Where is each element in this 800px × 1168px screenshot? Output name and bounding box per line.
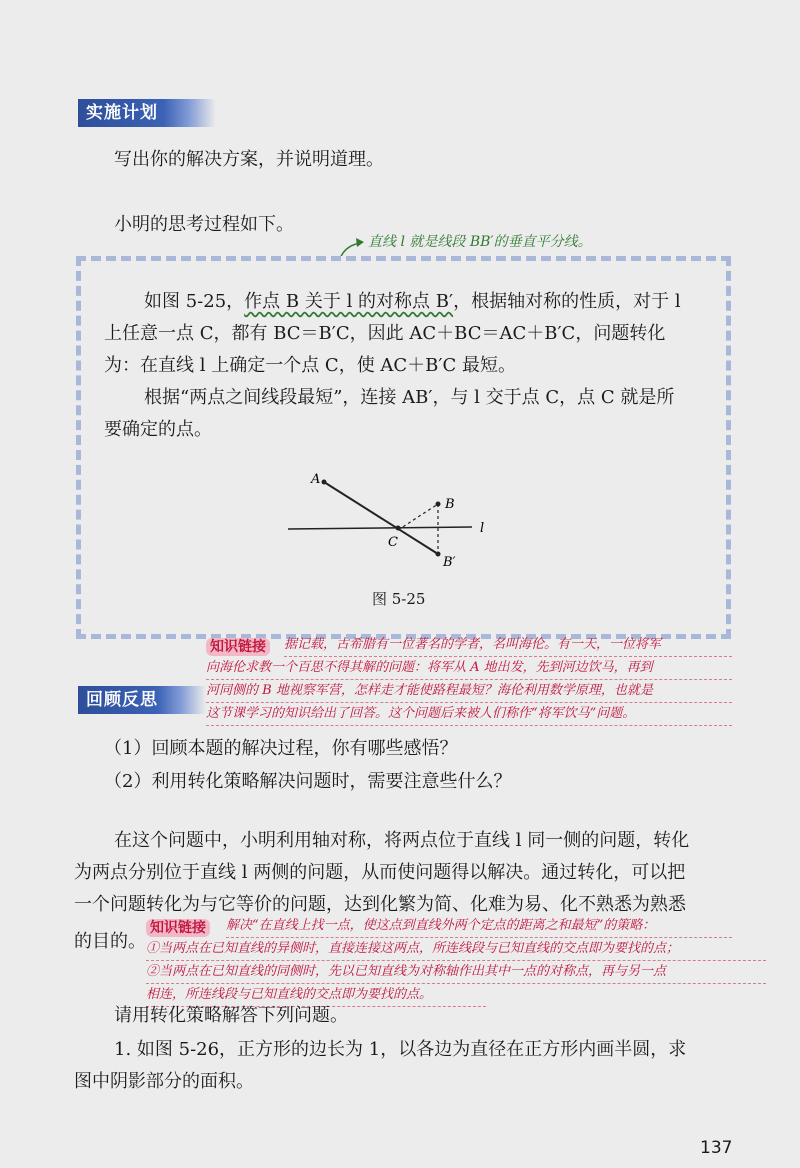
- review-question-2: （2）利用转化策略解决问题时，需要注意些什么？: [104, 771, 512, 792]
- point-a: [322, 480, 327, 485]
- knowledge-text: 解决“在直线上找一点，使这点到直线外两个定点的距离之和最短”的策略：: [226, 914, 732, 938]
- knowledge-text: 这节课学习的知识给出了回答。这个问题后来被人们称作“将军饮马”问题。: [206, 702, 732, 726]
- exercise-intro: 请用转化策略解答下列问题。: [114, 1005, 348, 1026]
- paragraph-line-1: 在这个问题中，小明利用轴对称，将两点位于直线 l 同一侧的问题，转化: [114, 830, 690, 851]
- knowledge-1-line-1: [284, 633, 732, 657]
- box-text: 如图 5-25，: [144, 291, 245, 312]
- section-tag-implement: 实施计划: [78, 99, 216, 127]
- knowledge-text: 向海伦求教一个百思不得其解的问题：将军从 A 地出发，先到河边饮马，再到: [206, 656, 732, 680]
- knowledge-2-line-1: [226, 914, 732, 938]
- prompt-text: 写出你的解决方案，并说明道理。: [114, 149, 384, 170]
- box-underlined-text: 作点 B 关于 l 的对称点 B′: [244, 291, 454, 312]
- knowledge-text: 据记载，古希腊有一位著名的学者，名叫海伦。有一天，一位将军: [284, 633, 732, 657]
- label-b-prime: B′: [443, 555, 456, 570]
- figure-5-25: [280, 466, 510, 576]
- knowledge-1-line-4: [206, 702, 732, 726]
- point-b-prime: [436, 552, 441, 557]
- point-b: [436, 502, 441, 507]
- knowledge-badge: 知识链接: [146, 919, 210, 937]
- point-c: [396, 526, 401, 531]
- knowledge-text: 河同侧的 B 地视察军营，怎样走才能使路程最短？海伦利用数学原理，也就是: [206, 679, 732, 703]
- review-question-1: （1）回顾本题的解决过程，你有哪些感悟？: [104, 738, 458, 759]
- knowledge-badge: 知识链接: [206, 638, 270, 656]
- segment-cb: [398, 504, 438, 530]
- box-text: ，根据轴对称的性质，对于 l: [453, 291, 681, 312]
- knowledge-link-1: [206, 636, 270, 656]
- green-annotation: 直线 l 就是线段 BB′的垂直平分线。: [368, 234, 592, 250]
- box-line-5: 要确定的点。: [104, 419, 212, 440]
- paragraph-line-2: 为两点分别位于直线 l 两侧的问题，从而使问题得以解决。通过转化，可以把: [74, 862, 686, 883]
- knowledge-text: ②当两点在已知直线的同侧时，先以已知直线为对称轴作出其中一点的对称点，再与另一点: [146, 960, 766, 984]
- segment-ab-prime: [324, 482, 438, 554]
- question-1-line-1: 1. 如图 5-26，正方形的边长为 1，以各边为直径在正方形内画半圆，求: [114, 1039, 687, 1060]
- paragraph-line-4: 的目的。: [74, 931, 146, 952]
- box-line-3: 为：在直线 l 上确定一个点 C，使 AC＋B′C 最短。: [104, 355, 516, 376]
- knowledge-text: 相连，所连线段与已知直线的交点即为要找的点。: [146, 983, 486, 1007]
- xiaoming-intro: 小明的思考过程如下。: [114, 214, 294, 235]
- question-1-line-2: 图中阴影部分的面积。: [74, 1071, 254, 1092]
- figure-caption: 图 5-25: [372, 590, 426, 608]
- section-tag-review: 回顾反思: [78, 686, 206, 714]
- knowledge-2-line-2: [146, 937, 766, 961]
- knowledge-text: ①当两点在已知直线的异侧时，直接连接这两点，所连线段与已知直线的交点即为要找的点；: [146, 937, 766, 961]
- label-c: C: [388, 535, 398, 550]
- box-line-1: [144, 286, 681, 318]
- knowledge-link-2: [146, 917, 210, 937]
- label-a: A: [311, 472, 321, 487]
- knowledge-1-line-3: [206, 679, 732, 703]
- label-b: B: [445, 497, 455, 512]
- knowledge-1-line-2: [206, 656, 732, 680]
- page-number: 137: [700, 1138, 733, 1158]
- label-l: l: [480, 521, 485, 536]
- line-l: [288, 527, 472, 529]
- box-line-4: 根据“两点之间线段最短”，连接 AB′，与 l 交于点 C，点 C 就是所: [144, 387, 675, 408]
- knowledge-2-line-3: [146, 960, 766, 984]
- paragraph-line-3: 一个问题转化为与它等价的问题，达到化繁为简、化难为易、化不熟悉为熟悉: [74, 894, 686, 915]
- box-line-2: 上任意一点 C，都有 BC＝B′C，因此 AC＋BC＝AC＋B′C，问题转化: [104, 323, 666, 344]
